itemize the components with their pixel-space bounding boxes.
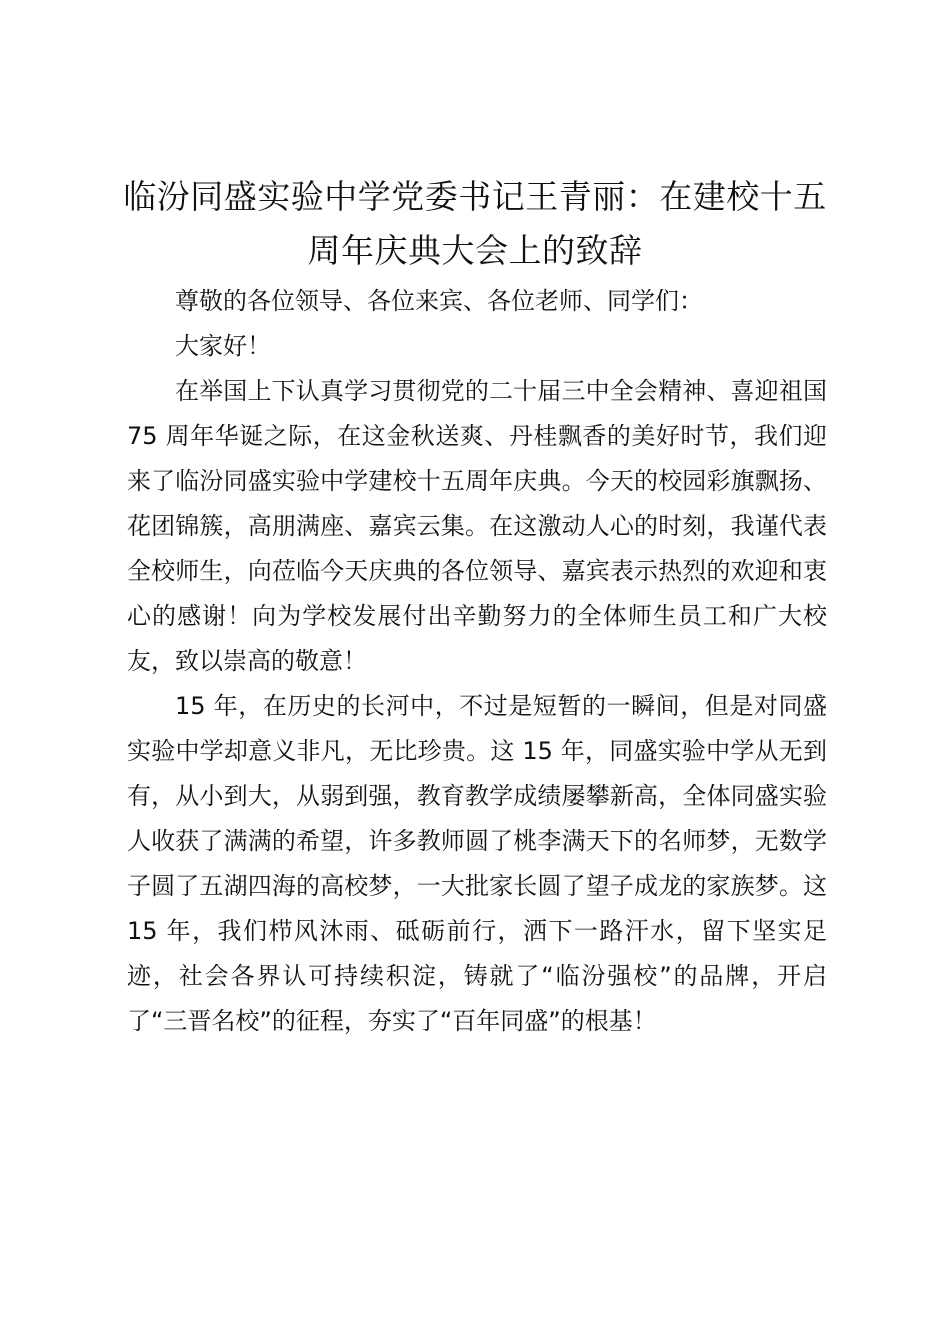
paragraph: 在举国上下认真学习贯彻党的二十届三中全会精神、喜迎祖国 75 周年华诞之际，在这金秋送爽、丹桂飘香的美好时节，我们迎来了临汾同盛实验中学建校十五周年庆典。今天的校园彩旗飘扬、花团锦簇，高朋满座、嘉宾云集。在这激动人心的时刻，我谨代表全校师生，向莅临今天庆典的各位领导、嘉宾表示热烈的欢迎和衷心的感谢！向为学校发展付出辛勤努力的全体师生员工和广大校友，致以崇高的敬意！ [127, 377, 827, 675]
greeting: 大家好！ [175, 332, 271, 360]
document-body [127, 279, 827, 1044]
document-title: 临汾同盛实验中学党委书记王青丽：在建校十五周年庆典大会上的致辞 [123, 177, 827, 270]
paragraph: 15 年，在历史的长河中，不过是短暂的一瞬间，但是对同盛实验中学却意义非凡，无比珍贵。这 15 年，同盛实验中学从无到有，从小到大，从弱到强，教育教学成绩屡攀新高，全体同盛实验人收获了满满的希望，许多教师圆了桃李满天下的名师梦，无数学子圆了五湖四海的高校梦，一大批家长圆了望子成龙的家族梦。这 15 年，我们栉风沐雨、砥砺前行，洒下一路汗水，留下坚实足迹，社会各界认可持续积淀，铸就了“临汾强校”的品牌，开启了“三晋名校”的征程，夯实了“百年同盛”的根基！ [127, 692, 827, 1035]
salutation: 尊敬的各位领导、各位来宾、各位老师、同学们： [175, 287, 703, 315]
